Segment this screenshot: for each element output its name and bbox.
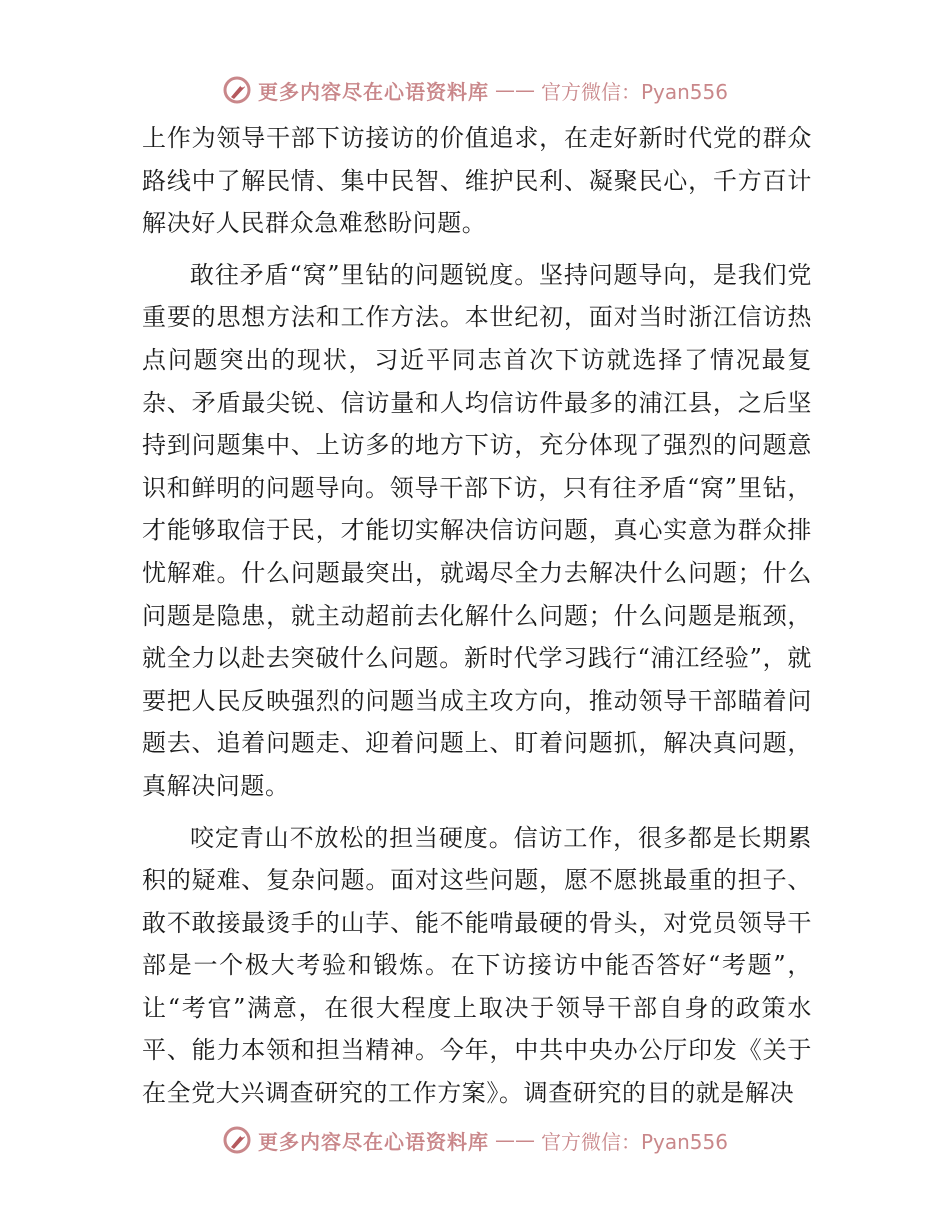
document-body	[142, 117, 812, 1115]
watermark-contact: 官方微信：Pyan556	[540, 1129, 728, 1154]
pen-nib-circle-icon	[222, 1125, 252, 1155]
header-watermark	[0, 70, 950, 110]
watermark-brand-text: 更多内容尽在心语资料库	[257, 1129, 489, 1154]
paragraph-2: 敢往矛盾“窝”里钻的问题锐度。坚持问题导向，是我们党重要的思想方法和工作方法。本世纪初，面对当时浙江信访热点问题突出的现状，习近平同志首次下访就选择了情况最复杂、矛盾最尖锐、信访量和人均信访件最多的浦江县，之后坚持到问题集中、上访多的地方下访，充分体现了强烈的问题意识和鲜明的问题导向。领导干部下访，只有往矛盾“窝”里钻，才能够取信于民，才能切实解决信访问题，真心实意为群众排忧解难。什么问题最突出，就竭尽全力去解决什么问题；什么问题是隐患，就主动超前去化解什么问题；什么问题是瓶颈，就全力以赴去突破什么问题。新时代学习践行“浦江经验”，就要把人民反映强烈的问题当成主攻方向，推动领导干部瞄着问题去、追着问题走、迎着问题上、盯着问题抓，解决真问题，真解决问题。	[142, 260, 812, 800]
footer-watermark	[0, 1120, 950, 1160]
watermark-separator: ——	[494, 78, 535, 102]
watermark-separator: ——	[494, 1128, 535, 1152]
paragraph-3: 咬定青山不放松的担当硬度。信访工作，很多都是长期累积的疑难、复杂问题。面对这些问题，愿不愿挑最重的担子、敢不敢接最烫手的山芋、能不能啃最硬的骨头，对党员领导干部是一个极大考验和锻炼。在下访接访中能否答好“考题”，让“考官”满意，在很大程度上取决于领导干部自身的政策水平、能力本领和担当精神。今年，中共中央办公厅印发《关于在全党大兴调查研究的工作方案》。调查研究的目的就是解决	[142, 823, 812, 1108]
watermark-contact: 官方微信：Pyan556	[540, 79, 728, 104]
watermark-brand-text: 更多内容尽在心语资料库	[257, 79, 489, 104]
paragraph-1: 上作为领导干部下访接访的价值追求，在走好新时代党的群众路线中了解民情、集中民智、维护民利、凝聚民心，千方百计解决好人民群众急难愁盼问题。	[142, 124, 812, 238]
pen-nib-circle-icon	[222, 75, 252, 105]
